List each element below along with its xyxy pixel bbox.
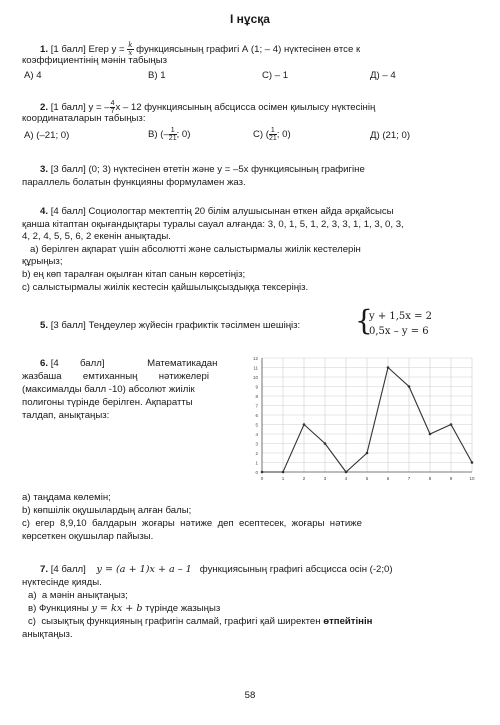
frequency-polygon-chart xyxy=(248,352,480,486)
data-point xyxy=(387,366,390,369)
q4-part-a-line2: құрыңыз; xyxy=(22,256,63,267)
q2-line2: координаталарын табыңыз: xyxy=(22,113,146,124)
x-tick-label: 1 xyxy=(281,476,285,481)
q6-line1: 6. [4 балл] Математикадан xyxy=(40,358,218,369)
data-point xyxy=(261,471,264,474)
q1-line2: коэффициентінің мәнін табыңыз xyxy=(22,55,168,66)
q7-part-b: в) Функцияны y = kx + b түрінде жазыңыз xyxy=(28,603,221,614)
x-tick-label: 7 xyxy=(407,476,411,481)
x-tick-label: 6 xyxy=(386,476,390,481)
q2-option-d: Д) (21; 0) xyxy=(370,130,411,141)
x-tick-label: 4 xyxy=(344,476,348,481)
y-tick-label: 5 xyxy=(255,422,258,428)
q7-line1: 7. [4 балл] y = (a + 1)x + a – 1 функциясының графигі абсцисса осін (-2;0) xyxy=(40,564,393,575)
page-number: 58 xyxy=(244,690,256,701)
page-title: I нұсқа xyxy=(230,12,270,26)
x-tick-label: 0 xyxy=(260,476,264,481)
x-tick-label: 9 xyxy=(449,476,453,481)
q6-part-c-line1: c) егер 8,9,10 балдарын жоғары нәтиже деп есептесек, жоғары нәтиже xyxy=(22,518,362,529)
y-tick-label: 1 xyxy=(255,460,258,466)
data-point xyxy=(429,433,432,436)
q5-text: 5. [3 балл] Теңдеулер жүйесін графиктік тәсілмен шешіңіз: xyxy=(40,320,301,331)
q7-line2: нүктесінде қияды. xyxy=(22,577,102,588)
q3-line1: 3. [3 балл] (0; 3) нүктесінен өтетін және y = –5x функциясының графигіне xyxy=(40,164,365,175)
q6-part-a: а) таңдама көлемін; xyxy=(22,492,111,503)
q7-part-a: а) a мәнін анықтаңыз; xyxy=(28,590,128,601)
q5-equation-2: 0,5x – y = 6 xyxy=(369,326,429,337)
y-tick-label: 8 xyxy=(255,394,258,399)
y-tick-label: 0 xyxy=(255,470,258,475)
data-point xyxy=(450,423,453,426)
q2-option-a: А) (–21; 0) xyxy=(24,130,70,141)
data-point xyxy=(303,423,306,426)
q4-part-b: b) ең көп таралған оқылған кітап санын көрсетіңіз; xyxy=(22,269,246,280)
q2-line1: 2. [1 балл] y = – $\frac{4}{7}$ x – 12 функциясының абсциссa осімен қиылысу нүктесінің xyxy=(40,100,376,115)
x-tick-label: 10 xyxy=(469,476,475,481)
q6-part-c-line2: көрсеткен оқушылар пайызы. xyxy=(22,531,154,542)
q4-line3: 4, 2, 4, 5, 5, 6, 2 екенін анықтады. xyxy=(22,231,171,242)
q1-option-d: Д) – 4 xyxy=(370,70,396,81)
q4-line1: 4. [4 балл] Социологтар мектептің 20 білім алушысынан өткен айда әрқайсысы xyxy=(40,206,394,217)
q5-system-brace: { xyxy=(355,304,373,337)
q1-option-c: C) – 1 xyxy=(262,70,289,81)
x-tick-label: 2 xyxy=(302,476,306,481)
data-point xyxy=(282,471,285,474)
x-tick-label: 5 xyxy=(365,476,369,481)
q1-fraction: $\frac{k}{x}$ xyxy=(128,41,133,57)
q1-option-a: А) 4 xyxy=(24,70,42,81)
q7-part-c-line2: анықтаңыз. xyxy=(22,629,73,640)
y-tick-label: 7 xyxy=(255,403,258,409)
data-point xyxy=(471,461,474,464)
y-tick-label: 10 xyxy=(252,375,258,380)
q4-part-c: c) салыстырмалы жиілік кестесін қайшылықсыздыққа тексеріңіз. xyxy=(22,282,309,293)
q1-line1: 1. [1 балл] Егер y = $\frac{k}{x}$ функциясының графигі А (1; – 4) нүктесінен өтсе к xyxy=(40,41,361,57)
q6-line4: полигоны түрінде берілген. Ақпаратты xyxy=(22,397,193,408)
x-tick-label: 3 xyxy=(323,476,327,481)
q2-option-b: B) (– $\frac{1}{21}$ ; 0) xyxy=(148,127,191,142)
q6-line5: талдап, анықтаңыз: xyxy=(22,410,110,421)
y-tick-label: 6 xyxy=(255,413,258,418)
q4-part-a-line1: a) берілген ақпарат үшін абсолютті және салыстырмалы жиілік кестелерін xyxy=(30,244,361,255)
q1-option-b: B) 1 xyxy=(148,70,166,81)
data-point xyxy=(324,442,327,445)
q6-line3: (максималды балл -10) абсолют жиілік xyxy=(22,384,195,395)
y-tick-label: 4 xyxy=(255,432,258,437)
x-tick-label: 8 xyxy=(428,476,432,481)
data-point xyxy=(366,452,369,455)
data-point xyxy=(408,385,411,388)
y-tick-label: 3 xyxy=(255,441,258,447)
q4-line2: қанша кітаптан оқығандықтары туралы сауал алғанда: 3, 0, 1, 5, 1, 2, 3, 3, 1, 1, 3, 0, 3, xyxy=(22,219,404,230)
q2-fraction: $\frac{4}{7}$ xyxy=(110,100,115,115)
y-tick-label: 12 xyxy=(252,356,258,361)
q3-line2: параллель болатын функцияны формуламен жаз. xyxy=(22,177,246,188)
y-tick-label: 9 xyxy=(255,384,258,390)
q2-option-c: C) ( $\frac{1}{21}$ ; 0) xyxy=(253,127,291,142)
q6-part-b: b) көпшілік оқушылардың алған балы; xyxy=(22,505,192,516)
q5-equation-1: y + 1,5x = 2 xyxy=(369,311,433,322)
data-point xyxy=(345,471,348,474)
q6-line2: жазбаша емтиханның нәтижелері xyxy=(22,371,209,382)
q7-part-c-line1: c) сызықтық функцияның графигін салмай, графигі қай ширектен өтпейтінін xyxy=(28,616,373,627)
y-tick-label: 11 xyxy=(253,365,258,371)
y-tick-label: 2 xyxy=(255,451,258,456)
